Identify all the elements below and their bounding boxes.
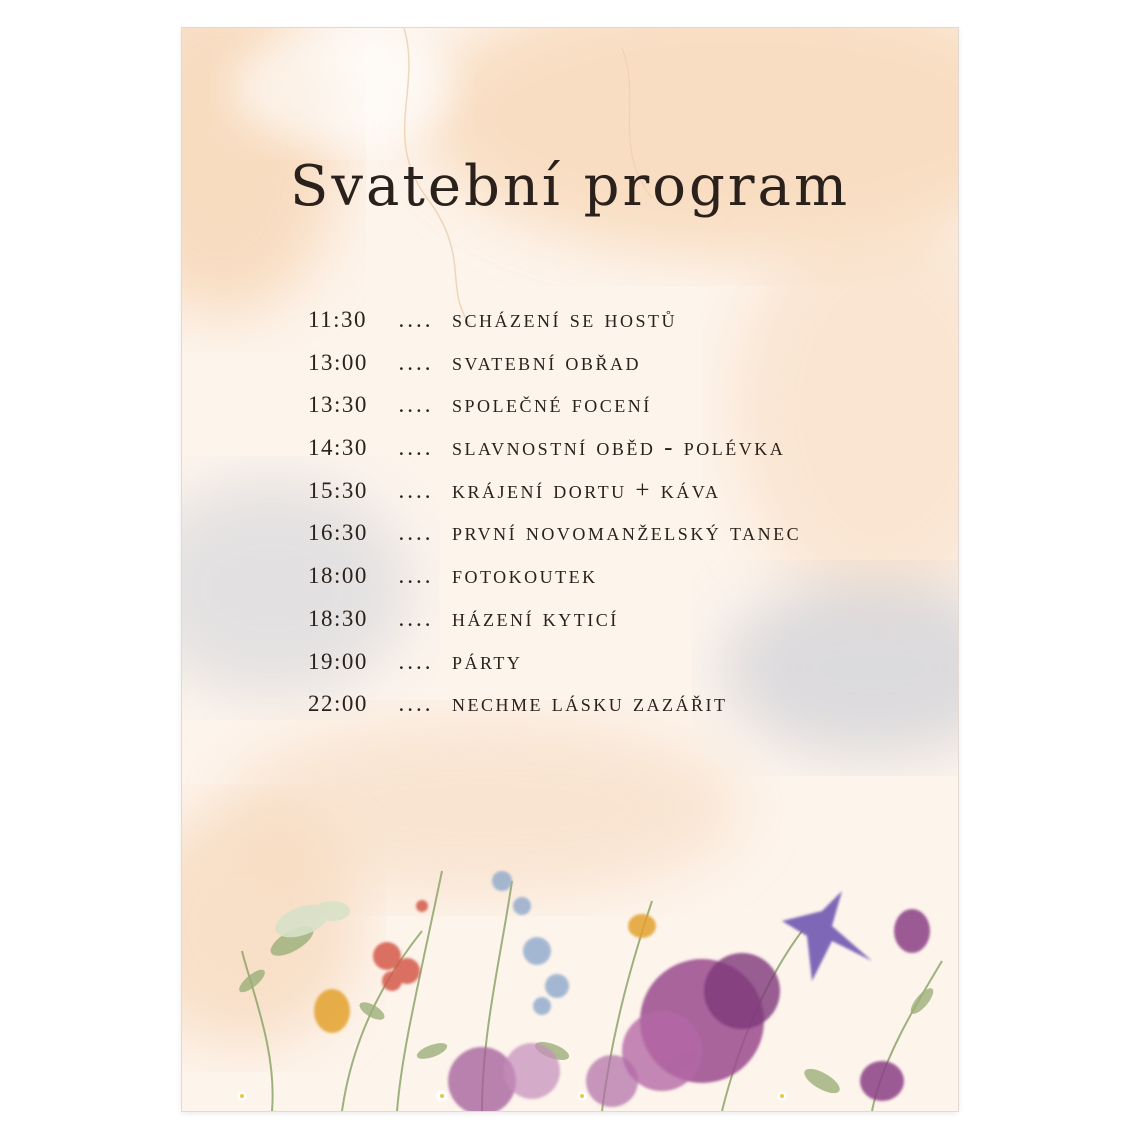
schedule-time: 11:30 — [308, 307, 368, 332]
program-card — [182, 28, 958, 1111]
schedule-separator: .... — [398, 392, 434, 418]
schedule-separator: .... — [398, 605, 434, 631]
schedule-separator: .... — [398, 520, 434, 546]
schedule-time: 16:30 — [308, 520, 368, 546]
schedule-separator: .... — [398, 307, 434, 332]
schedule-item — [308, 690, 928, 733]
schedule-item — [308, 562, 928, 605]
schedule-separator: .... — [398, 563, 434, 589]
schedule-event: nechme lásku zazářit — [452, 690, 728, 718]
schedule-item — [308, 648, 928, 691]
schedule-time: 15:30 — [308, 477, 368, 503]
schedule-event: společné focení — [452, 391, 652, 419]
page-title: Svatební program — [289, 154, 851, 219]
schedule-event: scházení se hostů — [452, 306, 678, 333]
schedule-event: fotokoutek — [452, 562, 598, 590]
schedule-list — [308, 306, 928, 733]
schedule-event: krájení dortu + káva — [452, 476, 721, 504]
schedule-separator: .... — [398, 349, 434, 375]
schedule-item — [308, 605, 928, 648]
schedule-time: 18:30 — [308, 605, 368, 631]
schedule-event: slavnostní oběd - polévka — [452, 434, 786, 462]
schedule-time: 18:00 — [308, 563, 368, 589]
schedule-time: 22:00 — [308, 691, 368, 717]
schedule-separator: .... — [398, 435, 434, 461]
schedule-item — [308, 349, 928, 392]
schedule-item — [308, 519, 928, 562]
schedule-event: párty — [452, 647, 523, 675]
schedule-item — [308, 306, 928, 349]
schedule-separator: .... — [398, 691, 434, 717]
schedule-time: 19:00 — [308, 648, 368, 674]
schedule-time: 13:30 — [308, 392, 368, 418]
schedule-event: svatební obřad — [452, 348, 641, 376]
schedule-event: první novomanželský tanec — [452, 519, 802, 547]
wildflower-bouquet-illustration — [182, 811, 958, 1111]
schedule-event: házení kyticí — [452, 604, 619, 632]
schedule-item — [308, 391, 928, 434]
schedule-item — [308, 477, 928, 520]
schedule-separator: .... — [398, 648, 434, 674]
schedule-item — [308, 434, 928, 477]
schedule-separator: .... — [398, 477, 434, 503]
schedule-time: 14:30 — [308, 435, 368, 461]
schedule-time: 13:00 — [308, 349, 368, 375]
